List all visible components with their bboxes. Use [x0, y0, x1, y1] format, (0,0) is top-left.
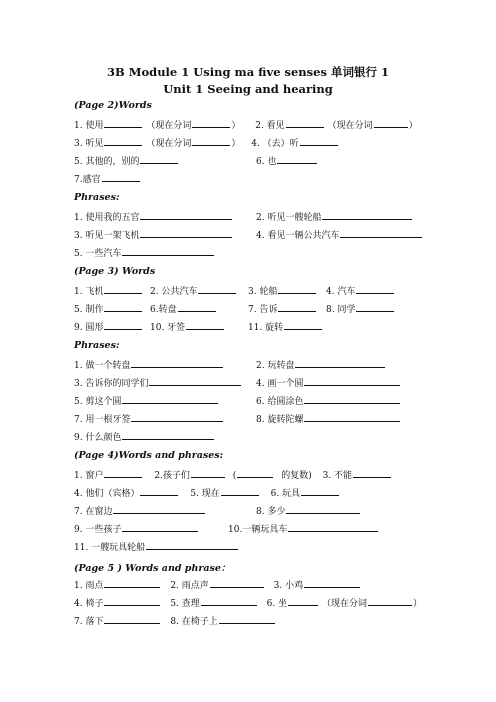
answer-blank[interactable]: [353, 468, 391, 478]
phrase-item: 3. 听见一架飞机: [74, 228, 233, 242]
section-page3-words: (Page 3) Words: [74, 266, 156, 277]
word-label: 2. 看见: [255, 121, 285, 131]
section-p2-phrases: Phrases:: [74, 192, 120, 203]
p4-row-1: 1. 窗户 2.孩子们 ( 的复数) 3. 不能: [74, 468, 392, 482]
phrase-item: 7. 用一根牙签: [74, 412, 224, 426]
phrase-item: 9. 一些孩子: [74, 522, 199, 536]
p2-word-row-3: [74, 154, 179, 168]
worksheet-title: 3B Module 1 Using ma five senses 单词银行 1: [107, 65, 389, 79]
word-item: 3. 轮船: [248, 284, 317, 298]
answer-blank[interactable]: [304, 394, 400, 404]
answer-blank[interactable]: [295, 358, 385, 368]
phrase-item: 1. 做一个转盘: [74, 358, 224, 372]
word-item: 7. 告诉: [248, 302, 317, 316]
phrase-item: 10.一辆玩具车: [228, 522, 379, 536]
word-label: 6. 也: [256, 157, 277, 167]
phrase-item: 3. 告诉你的同学们: [74, 376, 242, 390]
answer-blank[interactable]: [288, 596, 318, 606]
phrase-item: 4. 看见一辆公共汽车: [256, 228, 423, 242]
answer-blank[interactable]: [122, 430, 214, 440]
section-page4: (Page 4)Words and phrases:: [74, 450, 224, 461]
p5-row-3: 7. 落下 8. 在椅子上: [74, 614, 276, 628]
phrase-item: 1. 使用我的五官: [74, 210, 233, 224]
word-label: ）: [231, 121, 241, 131]
word-item: 8. 同学: [326, 302, 395, 316]
phrase-item: 5. 一些汽车: [74, 246, 215, 260]
phrase-item: 2. 听见一艘轮船: [256, 210, 413, 224]
word-item: 10. 牙签: [150, 320, 225, 334]
answer-blank[interactable]: [221, 486, 259, 496]
answer-blank[interactable]: [301, 486, 339, 496]
answer-blank[interactable]: [288, 522, 378, 532]
answer-blank[interactable]: [104, 136, 142, 146]
answer-blank[interactable]: [122, 246, 214, 256]
answer-blank[interactable]: [192, 136, 230, 146]
p5-row-1: 1. 雨点 2. 雨点声 3. 小鸡: [74, 578, 361, 592]
answer-blank[interactable]: [237, 468, 273, 478]
answer-blank[interactable]: [201, 596, 257, 606]
section-page5: (Page 5 ) Words and phrase：: [74, 563, 231, 574]
answer-blank[interactable]: [322, 210, 412, 220]
answer-blank[interactable]: [192, 118, 230, 128]
answer-blank[interactable]: [191, 468, 225, 478]
word-label: （现在分词: [146, 139, 192, 149]
word-label: 7.感官: [74, 175, 101, 185]
answer-blank[interactable]: [104, 118, 142, 128]
word-label: 4. （去）听: [251, 139, 299, 149]
phrase-item: 2. 玩转盘: [256, 358, 386, 372]
word-item: 6.转盘: [150, 302, 217, 316]
answer-blank[interactable]: [149, 376, 241, 386]
answer-blank[interactable]: [300, 136, 338, 146]
answer-blank[interactable]: [278, 302, 316, 312]
answer-blank[interactable]: [304, 376, 400, 386]
answer-blank[interactable]: [278, 284, 316, 294]
word-label: ）: [408, 121, 418, 131]
answer-blank[interactable]: [104, 302, 142, 312]
answer-blank[interactable]: [113, 504, 205, 514]
answer-blank[interactable]: [286, 504, 360, 514]
answer-blank[interactable]: [140, 228, 232, 238]
p2-word-also: [256, 154, 318, 168]
answer-blank[interactable]: [304, 578, 360, 588]
word-label: 3. 听见: [74, 139, 104, 149]
word-item: 2. 公共汽车: [150, 284, 237, 298]
answer-blank[interactable]: [104, 596, 160, 606]
answer-blank[interactable]: [140, 154, 178, 164]
word-label: ）: [231, 139, 241, 149]
word-item: 4. 汽车: [326, 284, 395, 298]
answer-blank[interactable]: [186, 320, 224, 330]
phrase-item: 11. 一艘玩具轮船: [74, 540, 239, 554]
answer-blank[interactable]: [284, 320, 322, 330]
phrase-item: 7. 在窗边: [74, 504, 206, 518]
phrase-item: 5. 剪这个圆: [74, 394, 219, 408]
phrase-item: 6. 给圆涂色: [256, 394, 401, 408]
answer-blank[interactable]: [356, 284, 394, 294]
p4-row-2: 4. 他们（宾格） 5. 现在 6. 玩具: [74, 486, 340, 500]
answer-blank[interactable]: [104, 284, 142, 294]
answer-blank[interactable]: [140, 210, 232, 220]
unit-title: Unit 1 Seeing and hearing: [163, 82, 333, 96]
phrase-item: 9. 什么颜色: [74, 430, 215, 444]
p2-word-row-4: [74, 172, 141, 186]
answer-blank[interactable]: [131, 412, 223, 422]
word-item: 11. 旋转: [248, 320, 323, 334]
answer-blank[interactable]: [122, 522, 198, 532]
answer-blank[interactable]: [178, 302, 216, 312]
answer-blank[interactable]: [210, 578, 264, 588]
answer-blank[interactable]: [304, 412, 400, 422]
answer-blank[interactable]: [122, 394, 218, 404]
word-label: （现在分词: [146, 121, 192, 131]
section-p3-phrases: Phrases:: [74, 340, 120, 351]
answer-blank[interactable]: [219, 614, 275, 624]
answer-blank[interactable]: [198, 284, 236, 294]
answer-blank[interactable]: [104, 614, 160, 624]
answer-blank[interactable]: [140, 486, 178, 496]
answer-blank[interactable]: [104, 320, 142, 330]
p2-word-row-2: [74, 136, 339, 150]
p2-word-row-1: [74, 118, 418, 132]
answer-blank[interactable]: [104, 578, 160, 588]
word-label: 1. 使用: [74, 121, 104, 131]
answer-blank[interactable]: [131, 358, 223, 368]
section-page2-words: (Page 2)Words: [74, 100, 152, 111]
answer-blank[interactable]: [146, 540, 238, 550]
phrase-item: 8. 旋转陀螺: [256, 412, 401, 426]
answer-blank[interactable]: [104, 468, 142, 478]
answer-blank[interactable]: [374, 118, 408, 128]
phrase-item: 8. 多少: [256, 504, 361, 518]
phrase-item: 4. 画一个圆: [256, 376, 401, 390]
answer-blank[interactable]: [340, 228, 422, 238]
answer-blank[interactable]: [102, 172, 140, 182]
word-item: 9. 圆形: [74, 320, 143, 334]
word-label: 5. 其他的，别的: [74, 157, 140, 167]
answer-blank[interactable]: [277, 154, 317, 164]
answer-blank[interactable]: [356, 302, 394, 312]
answer-blank[interactable]: [368, 596, 412, 606]
word-item: 1. 飞机: [74, 284, 143, 298]
word-item: 5. 制作: [74, 302, 143, 316]
word-label: （现在分词: [327, 121, 373, 131]
p5-row-2: 4. 椅子 5. 查理 6. 坐 （现在分词 ）: [74, 596, 422, 610]
answer-blank[interactable]: [286, 118, 324, 128]
